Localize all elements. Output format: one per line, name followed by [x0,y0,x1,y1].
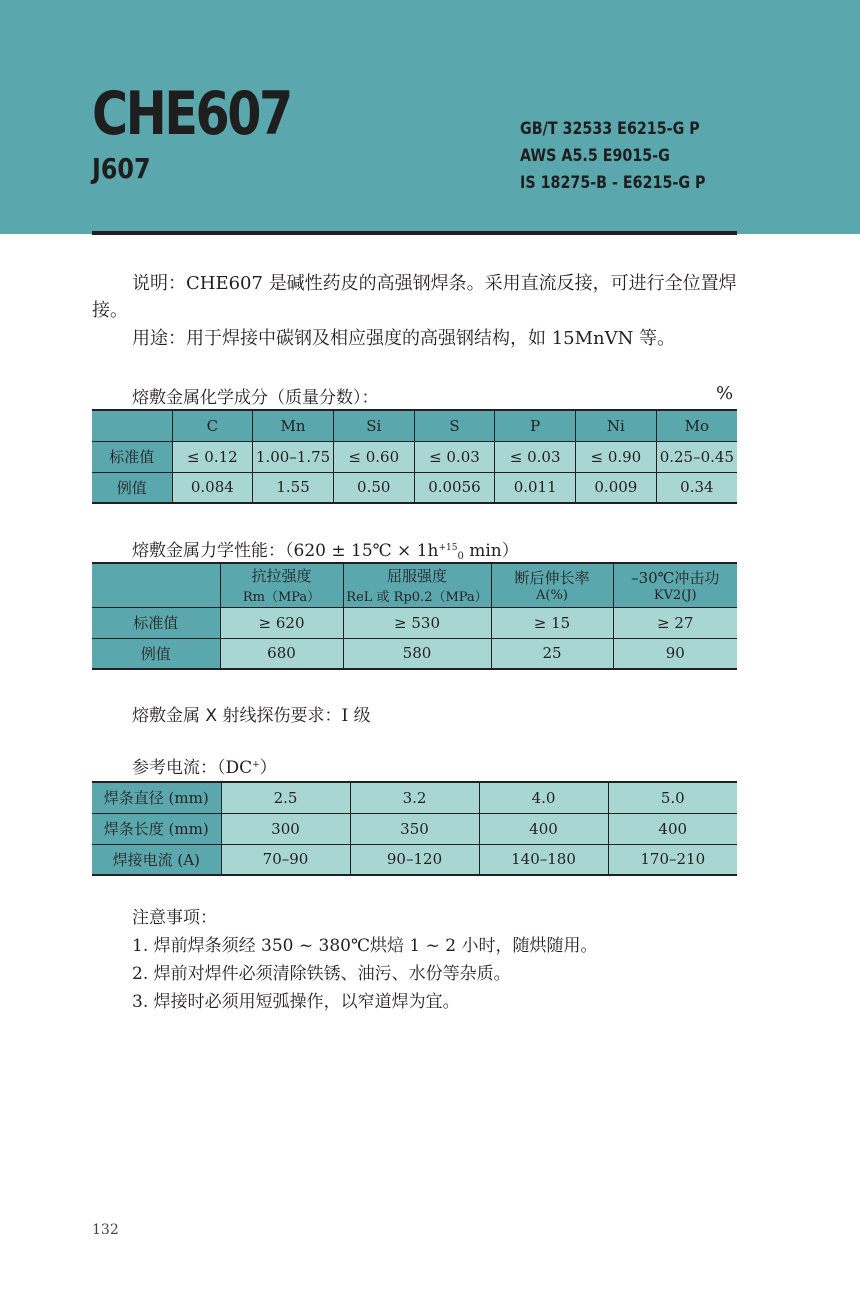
product-alias: J607 [92,152,151,185]
mechanical-title [132,536,519,562]
usage-paragraph [92,325,740,352]
header-unit: KV2(J) [653,588,697,604]
product-model: CHE607 [92,79,291,149]
header-line: –30℃冲击功 [631,569,720,588]
table-row [92,782,737,813]
table-cell: 0.009 [576,472,657,503]
table-header-cell: C [172,410,253,441]
condition-main: （620 ± 15℃ × 1h [285,541,439,561]
chemistry-header-row [92,410,737,441]
table-header-cell [613,563,737,607]
table-row [92,472,737,503]
table-cell: ≥ 27 [613,607,737,638]
table-cell: 580 [343,638,491,669]
table-cell: 350 [350,813,479,844]
xray-value: I 级 [341,706,371,726]
table-cell: ≤ 0.12 [172,441,253,472]
description-paragraph [92,270,740,324]
xray-requirement [132,701,371,726]
chemistry-table [92,409,737,504]
row-label: 例值 [92,472,172,503]
table-header-cell: P [495,410,576,441]
mechanical-title-label: 熔敷金属力学性能： [132,541,285,561]
table-header-cell [92,410,172,441]
table-header-cell [343,563,491,607]
table-cell: 0.0056 [414,472,495,503]
polarity-sup: + [252,760,260,770]
table-cell: 90–120 [350,844,479,875]
table-cell: 4.0 [479,782,608,813]
table-cell: ≤ 0.60 [333,441,414,472]
table-cell: 0.084 [172,472,253,503]
polarity [217,758,277,778]
row-label: 标准值 [92,607,220,638]
table-cell: 5.0 [608,782,737,813]
table-cell: 170–210 [608,844,737,875]
table-cell: 300 [221,813,350,844]
row-label: 焊接电流 (A) [92,844,221,875]
table-header-cell: Mo [656,410,737,441]
table-row [92,638,737,669]
table-row [92,441,737,472]
table-cell: 400 [479,813,608,844]
condition-sub: 0 [457,551,464,562]
table-header-cell [92,563,220,607]
header-rule [92,231,737,235]
chemistry-unit: % [716,383,734,404]
table-cell: 400 [608,813,737,844]
description-label: 说明： [132,273,186,294]
table-header-cell: Mn [253,410,334,441]
table-cell: ≤ 0.90 [576,441,657,472]
current-table [92,781,737,876]
table-cell: ≤ 0.03 [495,441,576,472]
table-cell: 0.25–0.45 [656,441,737,472]
polarity-end: ） [259,758,277,778]
header-unit: A(%) [536,588,568,604]
xray-title: 熔敷金属 X 射线探伤要求： [132,706,342,726]
table-cell: ≥ 530 [343,607,491,638]
table-header-cell [491,563,613,607]
notes-section [132,904,732,1016]
table-cell: 25 [491,638,613,669]
table-row [92,844,737,875]
table-header-cell: S [414,410,495,441]
table-row [92,607,737,638]
notes-title: 注意事项： [132,908,217,928]
note-item: 3. 焊接时必须用短弧操作，以窄道焊为宜。 [132,992,460,1012]
header-line: 屈服强度 [386,567,447,586]
table-cell: 2.5 [221,782,350,813]
description-text: CHE607 是碱性药皮的高强钢焊条。采用直流反接，可进行全位置焊接。 [92,273,737,321]
table-header-cell [220,563,343,607]
table-cell: ≤ 0.03 [414,441,495,472]
table-cell: 3.2 [350,782,479,813]
heat-treatment-condition [285,541,519,561]
header-unit: Rm（MPa） [242,590,321,606]
condition-sup: +15 [438,543,458,553]
mechanical-header-row [92,563,737,607]
table-cell: 0.50 [333,472,414,503]
standard-aws: AWS A5.5 E9015-G [520,146,670,166]
chemistry-title: 熔敷金属化学成分（质量分数）： [132,388,379,408]
header-band [0,0,860,234]
table-cell: 90 [613,638,737,669]
note-item: 2. 焊前对焊件必须清除铁锈、油污、水份等杂质。 [132,964,511,984]
row-label: 标准值 [92,441,172,472]
page-number: 132 [92,1222,119,1238]
header-line: 抗拉强度 [251,567,312,586]
usage-text: 用于焊接中碳钢及相应强度的高强钢结构，如 15MnVN 等。 [186,328,676,349]
header-unit: ReL 或 Rp0.2（MPa） [346,590,488,606]
standard-is: IS 18275-B - E6215-G P [520,173,706,193]
table-cell: ≥ 620 [220,607,343,638]
row-label: 例值 [92,638,220,669]
standard-gb: GB/T 32533 E6215-G P [520,119,700,139]
polarity-main: （DC [217,758,253,778]
usage-label: 用途： [132,328,186,349]
row-label: 焊条直径 (mm) [92,782,221,813]
row-label: 焊条长度 (mm) [92,813,221,844]
table-header-cell: Ni [576,410,657,441]
note-item: 1. 焊前焊条须经 350 ~ 380℃烘焙 1 ~ 2 小时，随烘随用。 [132,936,598,956]
table-cell: 0.34 [656,472,737,503]
header-line: 断后伸长率 [514,569,590,588]
table-cell: 1.55 [253,472,334,503]
table-cell: ≥ 15 [491,607,613,638]
mechanical-table [92,562,737,670]
table-cell: 70–90 [221,844,350,875]
table-cell: 140–180 [479,844,608,875]
standards-list [520,116,706,197]
current-title [132,753,277,778]
table-cell: 0.011 [495,472,576,503]
condition-end: min） [463,541,519,561]
current-title-label: 参考电流： [132,758,217,778]
table-header-cell: Si [333,410,414,441]
table-cell: 680 [220,638,343,669]
table-cell: 1.00–1.75 [253,441,334,472]
table-row [92,813,737,844]
